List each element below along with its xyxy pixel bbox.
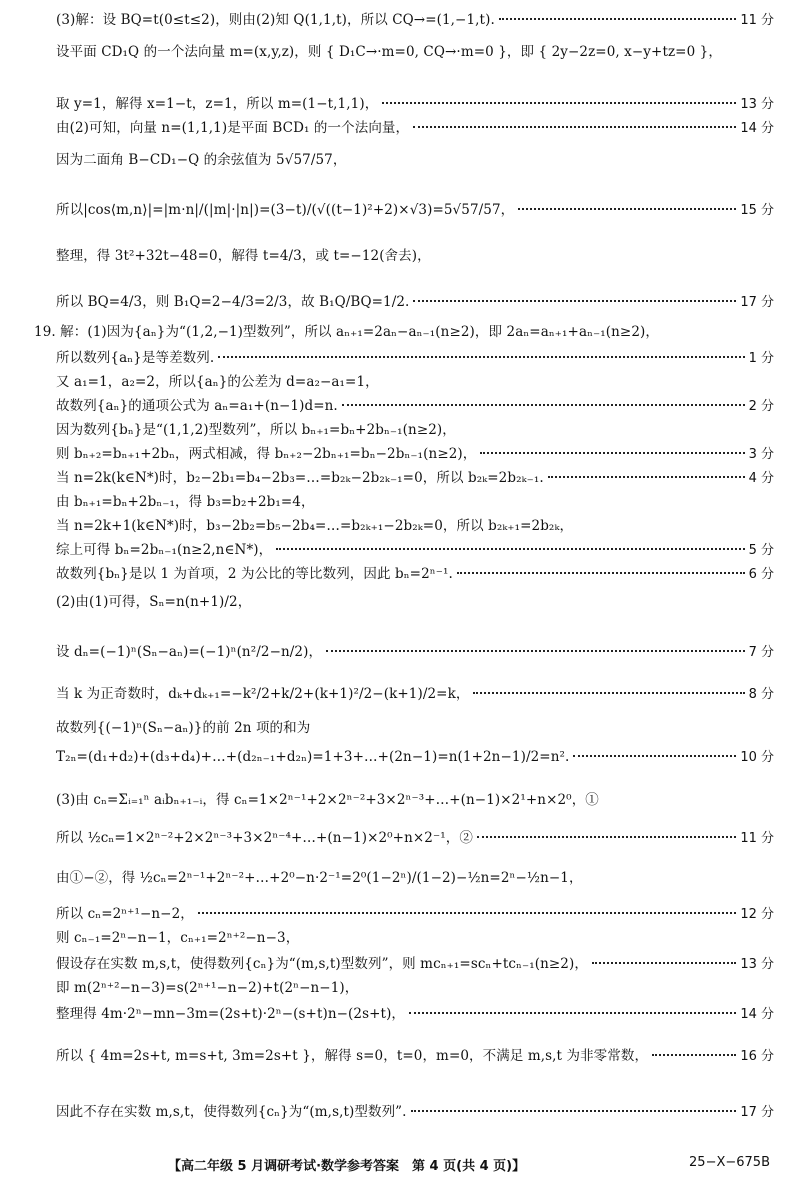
score-mark: 4 分 — [748, 471, 774, 486]
answer-line — [56, 92, 774, 112]
answer-line — [56, 926, 774, 946]
answer-text: 所以 ½cₙ=1×2ⁿ⁻²+2×2ⁿ⁻³+3×2ⁿ⁻⁴+…+(n−1)×2⁰+n×2⁻¹，② — [56, 830, 473, 846]
leader-dots — [473, 692, 744, 694]
answer-text: 则 cₙ₋₁=2ⁿ−n−1，cₙ₊₁=2ⁿ⁺²−n−3， — [56, 930, 300, 946]
answer-line — [56, 290, 774, 310]
footer-code: 25−X−675B — [689, 1155, 770, 1170]
answer-text: T₂ₙ=(d₁+d₂)+(d₃+d₄)+…+(d₂ₙ₋₁+d₂ₙ)=1+3+…+(2n−1)=n(1+2n−1)/2=n². — [56, 749, 570, 765]
answer-text: 整理，得 3t²+32t−48=0，解得 t=4/3，或 t=−12(舍去)， — [56, 248, 431, 264]
answer-line — [34, 320, 774, 340]
leader-dots — [573, 755, 736, 757]
score-mark: 10 分 — [740, 750, 774, 765]
score-mark: 17 分 — [740, 1105, 774, 1120]
answer-line — [56, 976, 774, 996]
answer-text: (3)由 cₙ=Σᵢ₌₁ⁿ aᵢbₙ₊₁₋ᵢ，得 cₙ=1×2ⁿ⁻¹+2×2ⁿ⁻²+3×2ⁿ⁻³+…+(n−1)×2¹+n×2⁰，① — [56, 792, 599, 808]
answer-text: 又 a₁=1，a₂=2，所以{aₙ}的公差为 d=a₂−a₁=1， — [56, 374, 379, 390]
answer-line — [56, 466, 774, 486]
answer-line — [56, 590, 774, 610]
answer-line — [56, 394, 774, 414]
score-mark: 6 分 — [748, 567, 774, 582]
answer-line — [56, 746, 774, 765]
answer-text: 因此不存在实数 m,s,t，使得数列{cₙ}为“(m,s,t)型数列”. — [56, 1104, 407, 1120]
score-mark: 11 分 — [740, 13, 774, 28]
score-mark: 14 分 — [740, 121, 774, 136]
answer-line — [56, 682, 774, 702]
leader-dots — [652, 1054, 736, 1056]
leader-dots — [198, 912, 736, 914]
answer-line — [56, 902, 774, 922]
leader-dots — [326, 650, 745, 652]
answer-line — [56, 866, 774, 886]
score-mark: 13 分 — [740, 97, 774, 112]
answer-text: 整理得 4m·2ⁿ−mn−3m=(2s+t)·2ⁿ−(s+t)n−(2s+t)， — [56, 1006, 406, 1022]
score-mark: 14 分 — [740, 1007, 774, 1022]
leader-dots — [218, 356, 744, 358]
answer-text: 由 bₙ₊₁=bₙ+2bₙ₋₁，得 b₃=b₂+2b₁=4， — [56, 494, 315, 510]
answer-text: 所以 { 4m=2s+t, m=s+t, 3m=2s+t }，解得 s=0，t=0，m=0，不满足 m,s,t 为非零常数， — [56, 1048, 649, 1064]
score-mark: 7 分 — [748, 645, 774, 660]
answer-text: 故数列{aₙ}的通项公式为 aₙ=a₁+(n−1)d=n. — [56, 398, 338, 414]
answer-line — [56, 370, 774, 390]
answer-text: 由①−②，得 ½cₙ=2ⁿ⁻¹+2ⁿ⁻²+…+2⁰−n·2⁻¹=2⁰(1−2ⁿ)/(1−2)−½n=2ⁿ−½n−1， — [56, 870, 583, 886]
answer-text: 所以 cₙ=2ⁿ⁺¹−n−2， — [56, 906, 194, 922]
answer-line — [56, 562, 774, 582]
leader-dots — [518, 208, 736, 210]
leader-dots — [276, 548, 744, 550]
score-mark: 13 分 — [740, 957, 774, 972]
answer-line — [56, 1044, 774, 1064]
answer-text: 所以|cos⟨m,n⟩|=|m·n|/(|m|·|n|)=(3−t)/(√((t−1)²+2)×√3)=5√57/57， — [56, 202, 515, 218]
answer-line — [56, 788, 774, 808]
score-mark: 12 分 — [740, 907, 774, 922]
answer-text: 当 k 为正奇数时，dₖ+dₖ₊₁=−k²/2+k/2+(k+1)²/2−(k+1)/2=k， — [56, 686, 470, 702]
score-mark: 3 分 — [748, 447, 774, 462]
answer-line — [56, 716, 774, 736]
answer-line — [56, 8, 774, 28]
answer-text: 由(2)可知，向量 n=(1,1,1)是平面 BCD₁ 的一个法向量， — [56, 120, 410, 136]
score-mark: 5 分 — [748, 543, 774, 558]
leader-dots — [480, 452, 744, 454]
answer-line — [56, 1002, 774, 1022]
leader-dots — [413, 300, 736, 302]
leader-dots — [382, 102, 736, 104]
answer-line — [56, 490, 774, 510]
leader-dots — [409, 1012, 736, 1014]
answer-text: 当 n=2k(k∈N*)时，b₂−2b₁=b₄−2b₃=…=b₂ₖ−2b₂ₖ₋₁=0，所以 b₂ₖ=2b₂ₖ₋₁. — [56, 470, 544, 486]
answer-text: 设 dₙ=(−1)ⁿ(Sₙ−aₙ)=(−1)ⁿ(n²/2−n/2)， — [56, 644, 323, 660]
score-mark: 11 分 — [740, 831, 774, 846]
answer-text: 假设存在实数 m,s,t，使得数列{cₙ}为“(m,s,t)型数列”，则 mcₙ₊₁=scₙ+tcₙ₋₁(n≥2)， — [56, 956, 588, 972]
answer-line — [56, 826, 774, 846]
score-mark: 15 分 — [740, 203, 774, 218]
answer-text: 所以数列{aₙ}是等差数列. — [56, 350, 215, 366]
leader-dots — [548, 476, 745, 478]
answer-text: 19. 解：(1)因为{aₙ}为“(1,2,−1)型数列”，所以 aₙ₊₁=2aₙ−aₙ₋₁(n≥2)，即 2aₙ=aₙ₊₁+aₙ₋₁(n≥2)， — [34, 324, 659, 340]
leader-dots — [411, 1110, 737, 1112]
answer-line — [56, 538, 774, 558]
answer-line — [56, 346, 774, 366]
footer-title: 【高二年级 5 月调研考试·数学参考答案 第 4 页(共 4 页)】 — [168, 1159, 526, 1174]
answer-text: 当 n=2k+1(k∈N*)时，b₃−2b₂=b₅−2b₄=…=b₂ₖ₊₁−2b₂ₖ=0，所以 b₂ₖ₊₁=2b₂ₖ， — [56, 518, 574, 534]
answer-text: 故数列{bₙ}是以 1 为首项，2 为公比的等比数列，因此 bₙ=2ⁿ⁻¹. — [56, 566, 453, 582]
answer-text: 所以 BQ=4/3，则 B₁Q=2−4/3=2/3，故 B₁Q/BQ=1/2. — [56, 294, 410, 310]
answer-text: 取 y=1，解得 x=1−t，z=1，所以 m=(1−t,1,1)， — [56, 96, 379, 112]
answer-line — [56, 952, 774, 972]
answer-text: 设平面 CD₁Q 的一个法向量 m=(x,y,z)，则 { D₁C→·m=0, CQ→·m=0 }，即 { 2y−2z=0, x−y+tz=0 }， — [56, 44, 722, 60]
score-mark: 16 分 — [740, 1049, 774, 1064]
score-mark: 8 分 — [748, 687, 774, 702]
answer-text: (3)解：设 BQ=t(0≤t≤2)，则由(2)知 Q(1,1,t)，所以 CQ→=(1,−1,t). — [56, 12, 495, 28]
leader-dots — [457, 572, 745, 574]
score-mark: 2 分 — [748, 399, 774, 414]
answer-line — [56, 1100, 774, 1120]
leader-dots — [342, 404, 745, 406]
leader-dots — [413, 126, 736, 128]
answer-text: 故数列{(−1)ⁿ(Sₙ−aₙ)}的前 2n 项的和为 — [56, 720, 311, 736]
answer-line — [56, 148, 774, 168]
answer-line — [56, 640, 774, 660]
answer-text: 综上可得 bₙ=2bₙ₋₁(n≥2,n∈N*)， — [56, 542, 273, 558]
score-mark: 17 分 — [740, 295, 774, 310]
answer-text: (2)由(1)可得，Sₙ=n(n+1)/2， — [56, 594, 252, 610]
answer-line — [56, 198, 774, 218]
answer-line — [56, 116, 774, 136]
answer-text: 因为数列{bₙ}是“(1,1,2)型数列”，所以 bₙ₊₁=bₙ+2bₙ₋₁(n≥2)， — [56, 422, 456, 438]
page-footer — [0, 1155, 800, 1177]
answer-text: 即 m(2ⁿ⁺²−n−3)=s(2ⁿ⁺¹−n−2)+t(2ⁿ−n−1)， — [56, 980, 359, 996]
score-mark: 1 分 — [748, 351, 774, 366]
answer-line — [56, 244, 774, 264]
answer-text: 因为二面角 B−CD₁−Q 的余弦值为 5√57/57， — [56, 152, 347, 168]
leader-dots — [592, 962, 736, 964]
answer-line — [56, 442, 774, 462]
answer-line — [56, 514, 774, 534]
answer-text: 则 bₙ₊₂=bₙ₊₁+2bₙ，两式相减，得 bₙ₊₂−2bₙ₊₁=bₙ−2bₙ₋₁(n≥2)， — [56, 446, 477, 462]
answer-line — [56, 40, 774, 60]
leader-dots — [499, 18, 736, 20]
leader-dots — [477, 836, 736, 838]
answer-line — [56, 418, 774, 438]
